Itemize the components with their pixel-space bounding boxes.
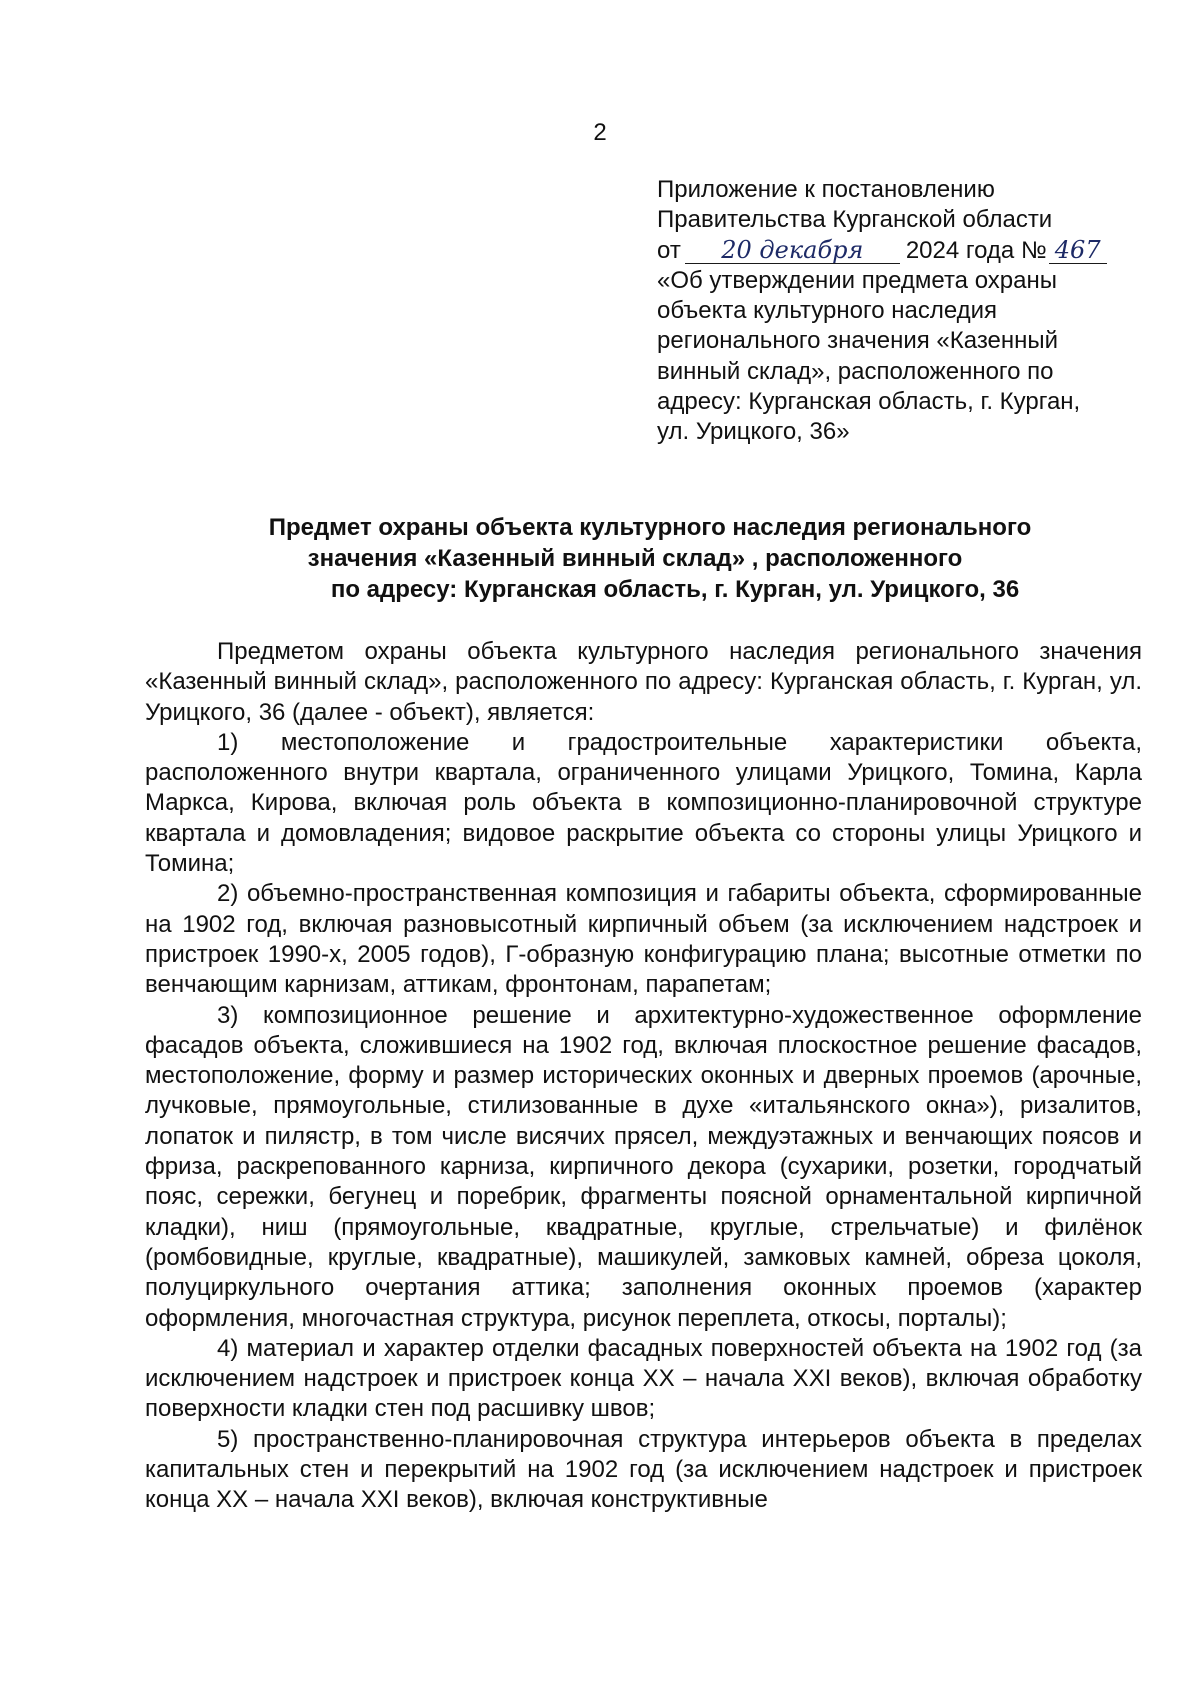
page-number: 2: [593, 119, 607, 146]
document-title: [140, 512, 1130, 605]
appendix-title-line: винный склад», расположенного по: [657, 357, 1054, 385]
appendix-header: [657, 175, 1127, 448]
appendix-date-line: [657, 236, 1127, 266]
handwritten-date: 20 декабря: [685, 237, 900, 264]
list-item-5: 5) пространственно-планировочная структура интерьеров объекта в пределах капитальных стен и перекрытий на 1902 год (за исключением надстроек и пристроек конца XX – начала XXI веков), включая конструктивные: [145, 1425, 1142, 1514]
appendix-title-line: объекта культурного наследия: [657, 297, 998, 325]
handwritten-number: 467: [1049, 237, 1107, 264]
appendix-title-line: регионального значения «Казенный: [657, 327, 1059, 355]
appendix-title-line: ул. Урицкого, 36»: [657, 418, 850, 446]
document-body: [145, 637, 1142, 1516]
list-item-4: 4) материал и характер отделки фасадных поверхностей объекта на 1902 год (за исключением надстроек и пристроек конца XX – начала XXI веков), включая обработку поверхности кладки стен под расшивку швов;: [145, 1334, 1143, 1423]
year-text: 2024 года №: [905, 236, 1047, 264]
appendix-title-line: адресу: Курганская область, г. Курган,: [657, 388, 1081, 416]
list-item-1: 1) местоположение и градостроительные характеристики объекта, расположенного внутри квартала, ограниченного улицами Урицкого, Томина, Карла Маркса, Кирова, включая роль объекта в композиционно-планировочной структуре квартала и домовладения; видовое раскрытие объекта со стороны улицы Урицкого и Томина;: [145, 728, 1142, 878]
appendix-line: Правительства Курганской области: [657, 206, 1053, 234]
intro-paragraph: Предметом охраны объекта культурного наследия регионального значения «Казенный винный склад», расположенного по адресу: Курганская область, г. Курган, ул. Урицкого, 36 (далее - объект), является:: [145, 638, 1142, 726]
title-line: Предмет охраны объекта культурного наследия регионального: [268, 514, 1032, 541]
appendix-title-line: «Об утверждении предмета охраны: [657, 266, 1057, 294]
title-line: значения «Казенный винный склад» , расположенного: [307, 545, 963, 572]
title-line: по адресу: Курганская область, г. Курган, ул. Урицкого, 36: [330, 576, 1020, 603]
list-item-3: 3) композиционное решение и архитектурно-художественное оформление фасадов объекта, сложившиеся на 1902 год, включая плоскостное решение фасадов, местоположение, форму и размер исторических оконных и дверных проемов (арочные, лучковые, прямоугольные, стилизованные в духе «итальянского окна»), ризалитов, лопаток и пилястр, в том числе висячих прясел, междуэтажных и венчающих поясов и фриза, раскрепованного карниза, кирпичного декора (сухарики, розетки, городчатый пояс, сережки, бегунец и поребрик, фрагменты поясной орнаментальной кирпичной кладки), ниш (прямоугольные, квадратные, круглые, стрельчатые) и филёнок (ромбовидные, круглые, квадратные), машикулей, замковых камней, обреза цоколя, полуциркульного очертания аттика; заполнения оконных проемов (характер оформления, многочастная структура, рисунок переплета, откосы, порталы);: [145, 1001, 1142, 1332]
list-item-2: 2) объемно-пространственная композиция и габариты объекта, сформированные на 1902 год, включая разновысотный кирпичный объем (за исключением надстроек и пристроек 1990-х, 2005 годов), Г-образную конфигурацию плана; высотные отметки по венчающим карнизам, аттикам, фронтонам, парапетам;: [145, 880, 1142, 999]
appendix-line: Приложение к постановлению: [657, 176, 995, 203]
from-prefix: от: [657, 236, 681, 264]
